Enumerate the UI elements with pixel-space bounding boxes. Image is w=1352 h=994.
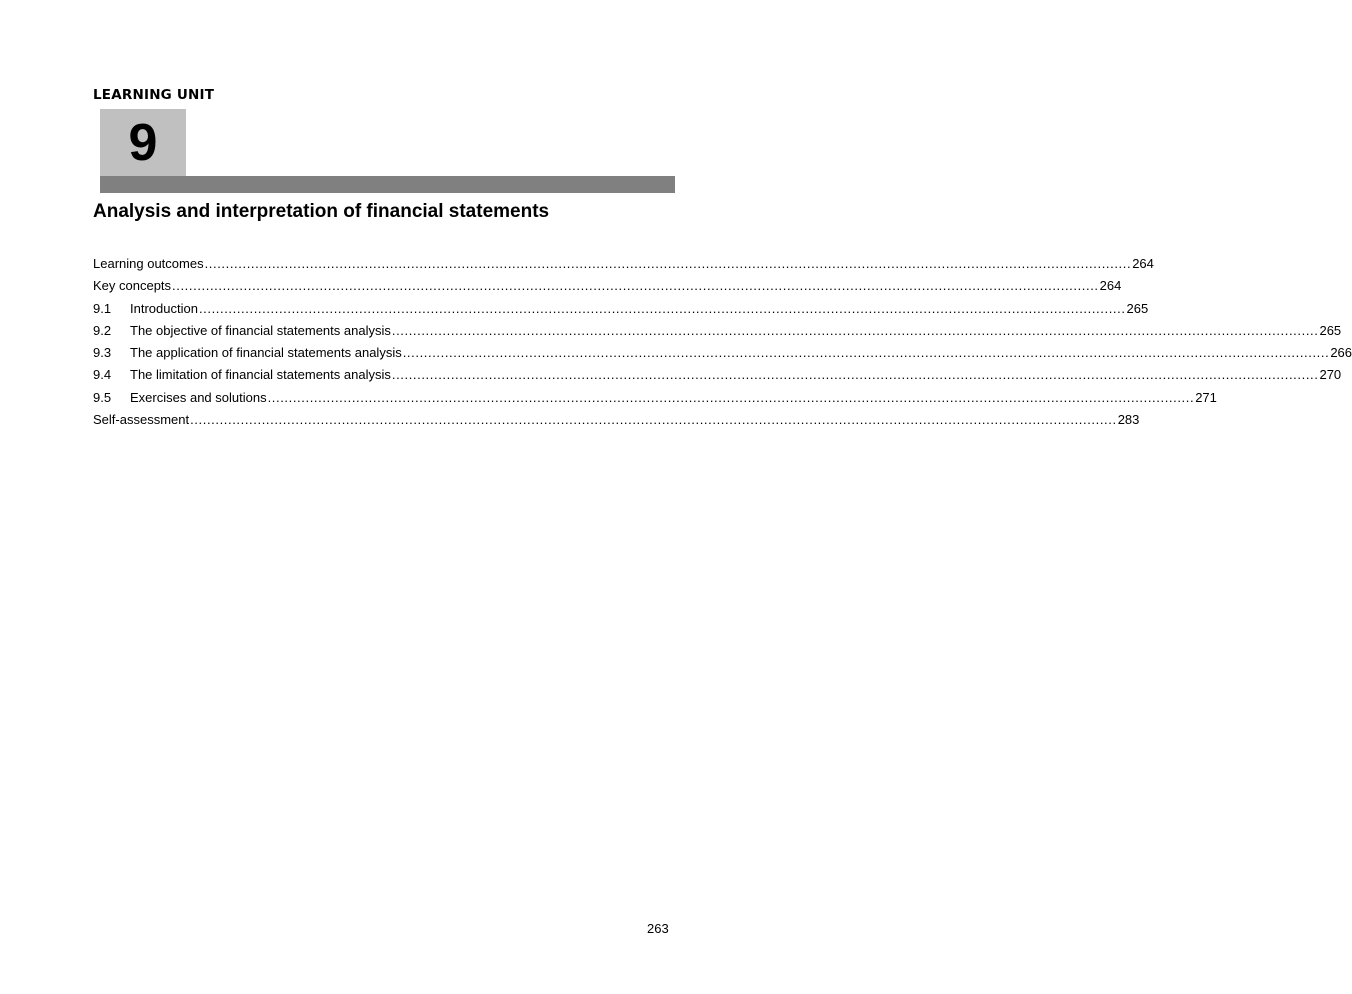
unit-label: LEARNING UNIT — [93, 87, 215, 103]
toc-entry-9-5[interactable] — [93, 389, 1217, 412]
toc-entry-9-2[interactable] — [93, 322, 1342, 345]
toc-entry-9-4[interactable] — [93, 367, 1342, 389]
toc-leader-dots: ............................................................................................................................................................................................................................ — [172, 278, 1099, 294]
toc-leader-dots: ............................................................................................................................................................................................................................ — [204, 256, 1132, 271]
toc-leader-dots: ............................................................................................................................................................................................................................ — [391, 322, 1319, 338]
toc-entry-page: 264 — [1099, 278, 1122, 294]
toc-entry-number: 9.4 — [93, 367, 112, 383]
toc-entry-text: Exercises and solutions — [130, 389, 267, 405]
page-number: 263 — [647, 921, 669, 936]
toc-entry-page: 271 — [1195, 389, 1217, 405]
toc-entry-text: Learning outcomes — [93, 256, 204, 271]
toc-entry-9-1[interactable] — [93, 300, 1149, 323]
toc-entry-learning-outcomes[interactable] — [93, 256, 1154, 278]
unit-divider-bar — [100, 176, 675, 193]
toc-entry-self-assessment[interactable] — [93, 412, 1140, 434]
toc-entry-9-3[interactable] — [93, 345, 1352, 367]
unit-number-box — [100, 109, 186, 176]
toc-entry-number: 9.1 — [93, 300, 112, 316]
toc-entry-page: 270 — [1319, 367, 1342, 383]
toc-entry-text: Introduction — [130, 300, 198, 316]
toc-entry-page: 283 — [1117, 412, 1140, 428]
toc-leader-dots: ............................................................................................................................................................................................................................ — [198, 300, 1126, 316]
toc-leader-dots: ............................................................................................................................................................................................................................ — [267, 389, 1195, 405]
toc-entry-number: 9.5 — [93, 389, 112, 405]
toc-entry-text: The limitation of financial statements analysis — [130, 367, 391, 383]
toc-entry-page: 265 — [1126, 300, 1149, 316]
toc-entry-page: 266 — [1330, 345, 1352, 361]
toc-entry-text: Key concepts — [93, 278, 172, 294]
toc-entry-text: The application of financial statements analysis — [130, 345, 402, 361]
toc-entry-text: Self-assessment — [93, 412, 190, 428]
chapter-title: Analysis and interpretation of financial statements — [93, 201, 550, 222]
toc-entry-number: 9.3 — [93, 345, 112, 361]
toc-entry-page: 264 — [1132, 256, 1154, 271]
unit-number: 9 — [128, 113, 158, 172]
toc-entry-text: The objective of financial statements analysis — [130, 322, 391, 338]
toc-leader-dots: ............................................................................................................................................................................................................................ — [391, 367, 1319, 383]
toc-leader-dots: ............................................................................................................................................................................................................................ — [402, 345, 1330, 361]
toc-entry-number: 9.2 — [93, 322, 112, 338]
table-of-contents — [93, 256, 1352, 434]
toc-entry-page: 265 — [1319, 322, 1342, 338]
toc-leader-dots: ............................................................................................................................................................................................................................ — [190, 412, 1117, 428]
toc-entry-key-concepts[interactable] — [93, 278, 1122, 300]
